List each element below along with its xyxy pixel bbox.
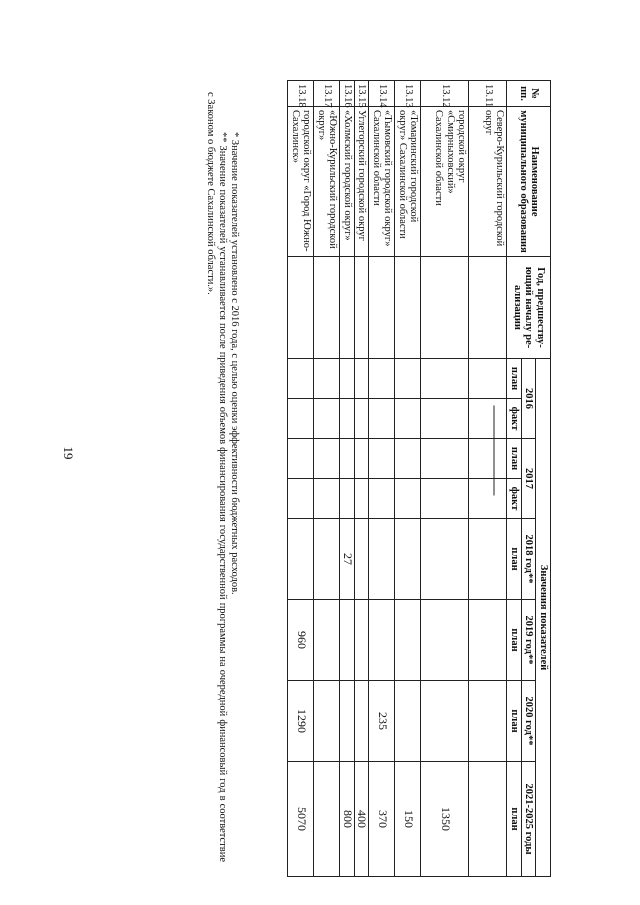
value-2020: 1290 xyxy=(288,681,314,762)
footnote-1: * Значение показателей установлено с 2016 года, с целью оценки эффективности бюджетных расходов. xyxy=(229,132,240,595)
header-plan: план xyxy=(507,762,522,877)
row-number: 13.15 xyxy=(355,81,370,107)
table-row xyxy=(469,81,507,877)
value-2019 xyxy=(355,600,370,681)
header-name: Наименование муниципального образования xyxy=(507,107,551,257)
municipality-name: «Холмский городской округ» xyxy=(340,107,355,257)
footnotes xyxy=(204,92,240,862)
row-number: 13.14 xyxy=(369,81,395,107)
value-2018: 27 xyxy=(340,519,355,600)
header-fact: факт xyxy=(507,399,522,439)
value-2021-2025: 150 xyxy=(395,762,421,877)
row-number: 13.17 xyxy=(314,81,340,107)
value-2018 xyxy=(421,519,469,600)
value-2019 xyxy=(421,600,469,681)
row-number: 13.11 xyxy=(469,81,507,107)
header-no: № пп. xyxy=(507,81,551,107)
table-row xyxy=(355,81,370,877)
header-2020: 2020 год** xyxy=(522,681,537,762)
header-fact: факт xyxy=(507,479,522,519)
value-2021-2025: 400 xyxy=(355,762,370,877)
value-2018 xyxy=(369,519,395,600)
header-2018: 2018 год** xyxy=(522,519,537,600)
value-2021-2025: 1350 xyxy=(421,762,469,877)
footnote-2: ** Значение показателей устанавливается после приведения объемов финансирования государственной программы на очередной финансовый год в соответствие с Законом о бюджете Сахалинской области.». xyxy=(205,92,228,862)
value-2021-2025 xyxy=(469,762,507,877)
value-2020 xyxy=(355,681,370,762)
row-number: 13.18 xyxy=(288,81,314,107)
table-row xyxy=(314,81,340,877)
table-row xyxy=(395,81,421,877)
value-2020: 235 xyxy=(369,681,395,762)
value-2020 xyxy=(340,681,355,762)
value-2021-2025 xyxy=(314,762,340,877)
header-plan: план xyxy=(507,519,522,600)
value-2020 xyxy=(395,681,421,762)
value-2019 xyxy=(314,600,340,681)
municipality-name: «Южно-Курильский городской округ» xyxy=(314,107,340,257)
value-2019 xyxy=(469,600,507,681)
municipality-name: Северо-Курильский городской округ xyxy=(469,107,507,257)
indicators-table xyxy=(288,80,552,877)
value-2018 xyxy=(355,519,370,600)
table-row xyxy=(421,81,469,877)
header-2019: 2019 год** xyxy=(522,600,537,681)
value-2019 xyxy=(369,600,395,681)
municipality-name: «Тымовский городской округ» Сахалинской области xyxy=(369,107,395,257)
value-2020 xyxy=(469,681,507,762)
municipality-name: городской округ «Смирныховский» Сахалинской области xyxy=(421,107,469,257)
header-plan: план xyxy=(507,359,522,399)
page-number: 19 xyxy=(61,446,76,460)
value-2018 xyxy=(469,519,507,600)
table-row xyxy=(288,81,314,877)
municipality-name: городской округ «Город Южно-Сахалинск» xyxy=(288,107,314,257)
value-2018 xyxy=(288,519,314,600)
row-number: 13.16 xyxy=(340,81,355,107)
value-2021-2025: 5070 xyxy=(288,762,314,877)
value-2018 xyxy=(314,519,340,600)
municipality-name: «Томаринский городской округ» Сахалинской области xyxy=(395,107,421,257)
value-2019 xyxy=(395,600,421,681)
row-number: 13.13 xyxy=(395,81,421,107)
header-year-prev: Год, предшеству-ющий началу ре-ализации xyxy=(507,257,551,359)
value-2021-2025: 800 xyxy=(340,762,355,877)
header-plan: план xyxy=(507,439,522,479)
row-number: 13.12 xyxy=(421,81,469,107)
divider-line xyxy=(494,406,495,496)
value-2021-2025: 370 xyxy=(369,762,395,877)
value-2020 xyxy=(314,681,340,762)
value-2019: 960 xyxy=(288,600,314,681)
header-plan: план xyxy=(507,600,522,681)
header-2017: 2017 xyxy=(522,439,537,519)
value-2020 xyxy=(421,681,469,762)
header-2021-2025: 2021-2025 годы xyxy=(522,762,537,877)
value-2019 xyxy=(340,600,355,681)
header-values-group: Значения показателей xyxy=(536,359,551,877)
header-plan: план xyxy=(507,681,522,762)
municipality-name: Углегорский городской округ xyxy=(355,107,370,257)
value-2018 xyxy=(395,519,421,600)
header-2016: 2016 xyxy=(522,359,537,439)
table-row xyxy=(340,81,355,877)
table-row xyxy=(369,81,395,877)
